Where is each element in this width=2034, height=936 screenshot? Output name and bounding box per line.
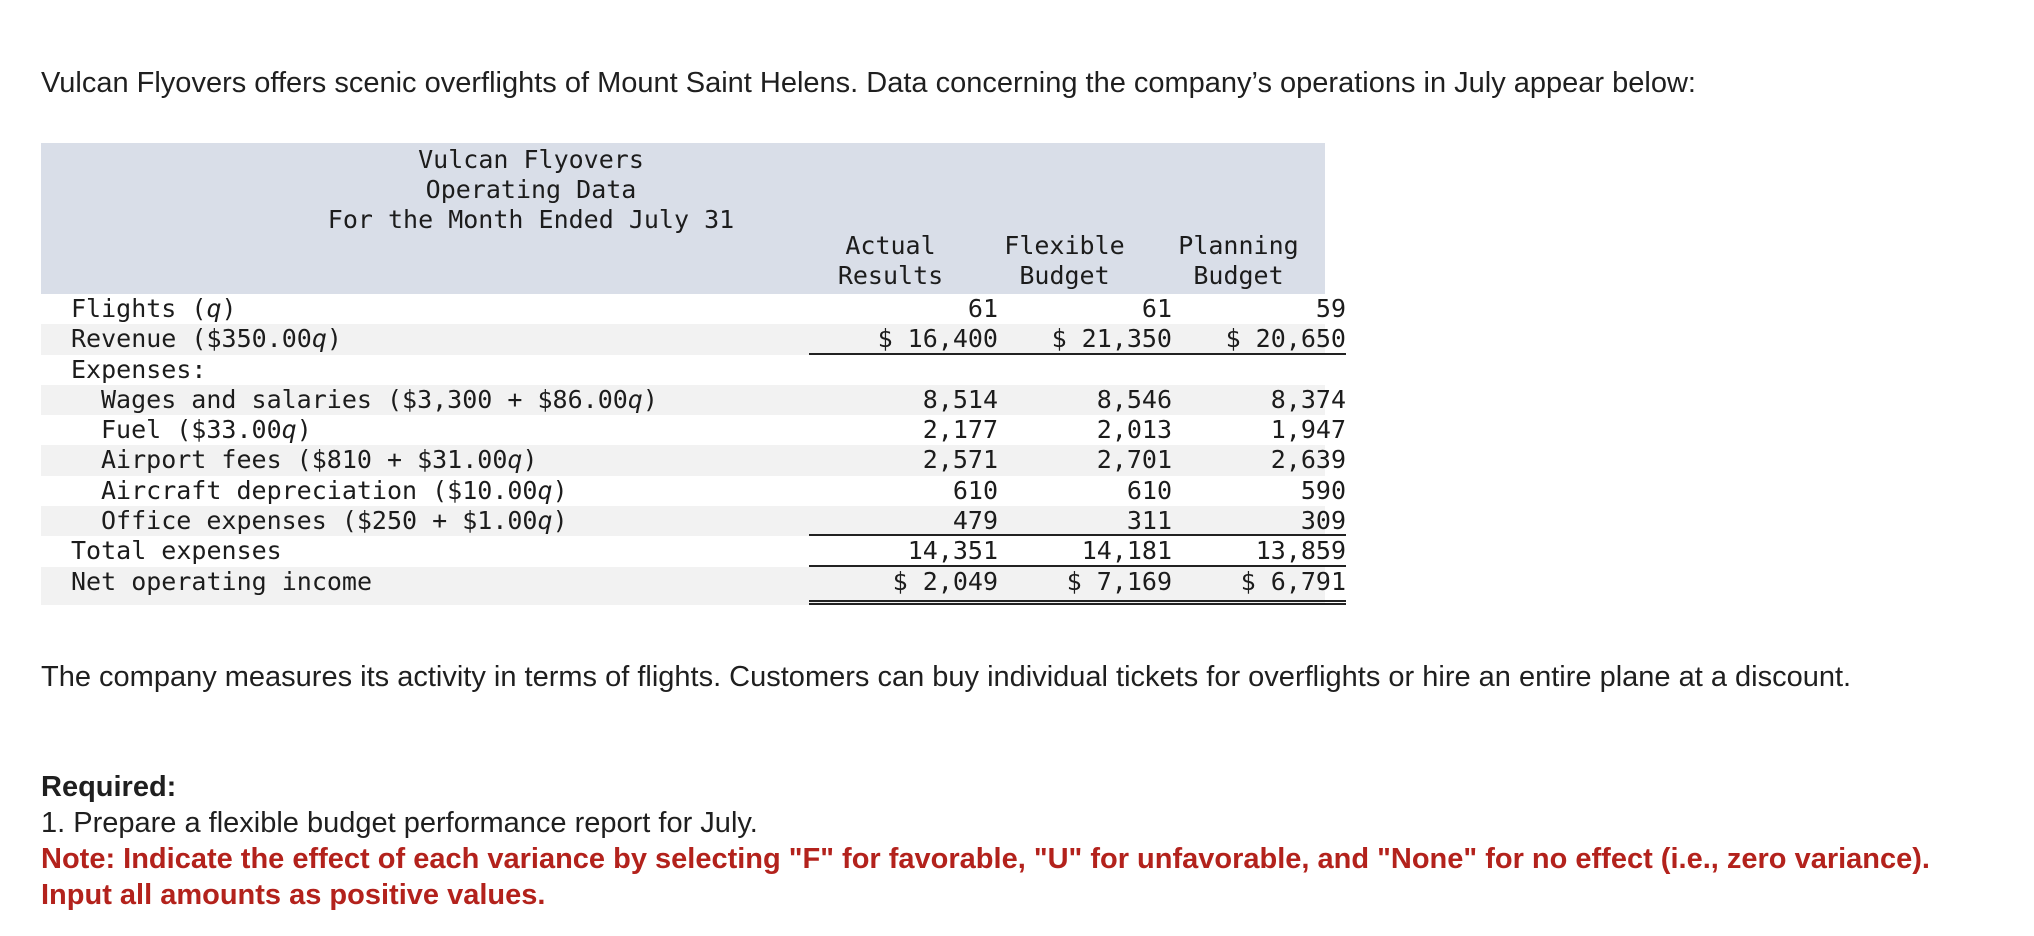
requirement-1: 1. Prepare a flexible budget performance report for July. [41,807,758,839]
value-planning: 2,639 [1270,445,1346,475]
value-flexible: 311 [1126,506,1172,536]
table-header [41,143,1325,294]
row-label [101,506,568,536]
row-label-suffix: ) [522,445,538,475]
row-label-suffix: ) [552,506,568,536]
double-underline [809,567,1346,605]
row-label-text: Expenses: [71,354,207,384]
row-label [71,567,372,597]
value-actual: 2,177 [922,415,998,445]
table-body [41,294,1346,605]
row-label-suffix: ) [326,324,342,354]
value-planning: 13,859 [1255,536,1346,566]
row-label-text: Total expenses [71,536,282,566]
table-row [41,475,1346,506]
row-label-text: Flights ( [71,294,207,323]
report-period: For the Month Ended July 31 [327,205,735,234]
table-row [41,566,1346,605]
table-row [41,415,1346,445]
table-row [41,536,1346,566]
row-label [101,476,568,506]
col-actual-line2: Results [837,261,944,290]
company-name: Vulcan Flyovers [418,145,644,174]
value-planning: $ 20,650 [1225,324,1346,354]
value-actual: $ 16,400 [877,324,998,354]
required-heading: Required: [41,771,177,803]
row-label-text: Revenue ($350.00 [71,324,312,354]
row-label [101,385,658,415]
row-label-suffix: ) [642,384,658,414]
single-underline [809,324,1346,354]
col-planning-line2: Budget [1193,261,1284,290]
row-label-variable: q [537,506,553,536]
value-flexible: 2,701 [1096,445,1172,475]
col-flexible-line1: Flexible [1004,231,1125,260]
single-underline [809,506,1346,536]
value-planning: 309 [1300,506,1346,536]
col-actual-line1: Actual [845,231,936,260]
table-row [41,294,1346,324]
note-text: Note: Indicate the effect of each variance by selecting "F" for favorable, "U" for unfavorable, and "None" for no effect (i.e., zero variance). Input all amounts as positive values. [41,843,1930,911]
table-row [41,506,1346,536]
value-actual: 479 [952,506,998,536]
row-label-variable: q [206,294,222,323]
row-label-variable: q [537,475,553,505]
row-label [71,294,237,324]
value-flexible: 610 [1126,475,1172,505]
value-planning: 8,374 [1270,384,1346,414]
row-label [71,355,206,385]
row-label-variable: q [281,415,297,445]
value-planning: 590 [1300,475,1346,505]
row-label-text: Airport fees ($810 + $31.00 [101,445,508,475]
table-row [41,355,1325,385]
col-planning-line1: Planning [1178,231,1299,260]
value-planning: 1,947 [1270,415,1346,445]
value-flexible: 2,013 [1096,415,1172,445]
value-planning: $ 6,791 [1240,566,1346,596]
row-label-text: Office expenses ($250 + $1.00 [101,506,538,536]
row-label-text: Net operating income [71,566,373,596]
value-actual: 2,571 [922,445,998,475]
row-label-variable: q [311,324,327,354]
row-label [71,536,282,566]
table-row [41,384,1346,415]
row-label [101,445,538,475]
value-flexible: $ 21,350 [1051,324,1172,354]
row-label-suffix: ) [296,415,312,445]
activity-paragraph: The company measures its activity in terms of flights. Customers can buy individual tickets for overflights or hire an entire plane at a discount. [41,661,1852,693]
table-row [41,445,1346,475]
value-actual: 61 [967,294,998,323]
value-actual: 610 [952,475,998,505]
value-flexible: 14,181 [1081,536,1172,566]
row-label-suffix: ) [221,294,237,323]
value-flexible: 61 [1141,294,1172,323]
table-row [41,324,1346,354]
value-planning: 59 [1315,294,1346,323]
operating-data-table [41,143,1346,605]
value-actual: 14,351 [907,536,998,566]
col-flexible-line2: Budget [1019,261,1110,290]
intro-paragraph: Vulcan Flyovers offers scenic overflights of Mount Saint Helens. Data concerning the company’s operations in July appear below: [41,67,1696,99]
row-label-variable: q [627,384,643,414]
report-name: Operating Data [425,175,637,204]
value-flexible: $ 7,169 [1066,566,1172,596]
row-label [71,324,342,354]
single-underline [809,536,1346,566]
row-label-text: Wages and salaries ($3,300 + $86.00 [101,384,628,414]
value-actual: 8,514 [922,384,998,414]
row-label-variable: q [507,445,523,475]
value-flexible: 8,546 [1096,384,1172,414]
row-label-suffix: ) [552,475,568,505]
value-actual: $ 2,049 [892,566,998,596]
row-label-text: Fuel ($33.00 [101,415,282,445]
row-label [101,415,312,445]
row-label-text: Aircraft depreciation ($10.00 [101,475,538,505]
